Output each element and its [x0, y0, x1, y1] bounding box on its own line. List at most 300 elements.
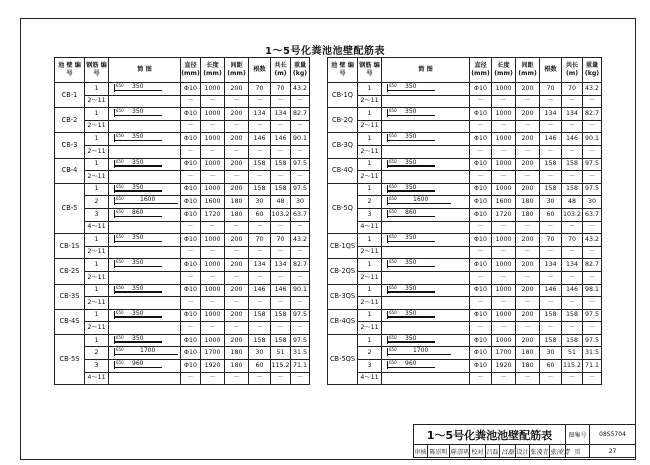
count-cell: － [249, 297, 271, 310]
count-cell: － [540, 145, 562, 158]
diameter-cell: － [181, 322, 201, 335]
title-block [413, 424, 636, 458]
diagram-cell [382, 322, 470, 335]
table-row [55, 334, 310, 347]
total-length-cell: － [271, 145, 291, 158]
bar-number-cell: 2～11 [358, 171, 382, 184]
diagram-cell [382, 108, 470, 121]
wall-id-cell: CB-3 [55, 133, 85, 158]
header-cell: 钢筋 编号 [85, 58, 109, 83]
diagram-cell [382, 309, 470, 322]
count-cell: － [540, 297, 562, 310]
spacing-cell: 200 [225, 83, 249, 96]
diameter-cell: Φ10 [181, 334, 201, 347]
bar-number-cell: 4～11 [358, 372, 382, 385]
bar-number-cell: 2～11 [85, 145, 109, 158]
header-cell: 直径 (mm) [470, 58, 492, 83]
bar-length-label: 350 [132, 284, 144, 292]
spacing-cell: － [516, 271, 540, 284]
weight-cell: 97.5 [583, 183, 602, 196]
count-cell: － [540, 246, 562, 259]
length-cell: 1000 [201, 83, 225, 96]
table-row [328, 234, 602, 247]
diameter-cell: Φ10 [470, 334, 492, 347]
total-length-cell: － [562, 246, 583, 259]
count-cell: 70 [249, 83, 271, 96]
bar-number-cell: 1 [85, 133, 109, 146]
table-row [55, 284, 310, 297]
wall-id-cell: CB-1S [55, 234, 85, 259]
table-row [55, 108, 310, 121]
total-length-cell: － [271, 297, 291, 310]
spacing-cell: － [516, 221, 540, 234]
weight-cell: 97.5 [583, 334, 602, 347]
table-row [328, 108, 602, 121]
length-cell: － [201, 95, 225, 108]
diameter-cell: Φ10 [470, 133, 492, 146]
rebar-shape-icon [114, 197, 178, 205]
table-row [55, 271, 310, 284]
total-length-cell: 158 [271, 183, 291, 196]
header-cell: 重量 (kg) [291, 58, 310, 83]
count-cell: － [249, 372, 271, 385]
count-cell: 30 [249, 196, 271, 209]
diameter-cell: Φ10 [181, 133, 201, 146]
count-cell: 30 [249, 347, 271, 360]
rebar-shape-icon [114, 134, 162, 142]
hook-length-label: 650 [116, 108, 124, 114]
diameter-cell: Φ10 [181, 183, 201, 196]
bar-number-cell: 1 [358, 108, 382, 121]
table-row [55, 83, 310, 96]
wall-id-cell: CB-5S [55, 334, 85, 384]
diagram-cell [109, 171, 181, 184]
checker-name: 吕磊 [486, 445, 500, 458]
count-cell: 158 [540, 334, 562, 347]
bar-number-cell: 2 [85, 347, 109, 360]
total-length-cell: 115.2 [271, 360, 291, 373]
spacing-cell: 200 [225, 259, 249, 272]
table-row [55, 145, 310, 158]
spacing-cell: － [516, 120, 540, 133]
diameter-cell: Φ10 [181, 158, 201, 171]
bar-number-cell: 2 [85, 196, 109, 209]
table-row [328, 120, 602, 133]
count-cell: － [540, 171, 562, 184]
total-length-cell: 51 [562, 347, 583, 360]
length-cell: 1720 [201, 208, 225, 221]
bar-length-label: 1700 [140, 347, 156, 355]
length-cell: － [492, 120, 516, 133]
bar-length-label: 350 [132, 309, 144, 317]
diameter-cell: Φ10 [470, 360, 492, 373]
hook-length-label: 650 [389, 347, 397, 353]
length-cell: － [492, 171, 516, 184]
rebar-shape-icon [114, 311, 162, 319]
spacing-cell: 200 [225, 133, 249, 146]
bar-number-cell: 1 [85, 284, 109, 297]
total-length-cell: － [562, 322, 583, 335]
spacing-cell: 200 [516, 309, 540, 322]
header-cell: 直径 (mm) [181, 58, 201, 83]
length-cell: － [492, 221, 516, 234]
wall-id-cell: CB-1 [55, 83, 85, 108]
wall-id-cell: CB-2Q [328, 108, 358, 133]
table-row [328, 171, 602, 184]
length-cell: 1000 [201, 108, 225, 121]
diameter-cell: Φ10 [470, 284, 492, 297]
bar-length-label: 350 [132, 259, 144, 267]
bar-length-label: 350 [405, 259, 417, 267]
hook-length-label: 650 [389, 284, 397, 290]
bar-number-cell: 1 [358, 309, 382, 322]
total-length-cell: 48 [562, 196, 583, 209]
count-cell: － [540, 221, 562, 234]
weight-cell: － [291, 95, 310, 108]
bar-number-cell: 2～11 [358, 95, 382, 108]
hook-length-label: 650 [389, 360, 397, 366]
bar-number-cell: 3 [85, 208, 109, 221]
table-row [328, 360, 602, 373]
wall-id-cell: CB-2QS [328, 259, 358, 284]
table-row [328, 208, 602, 221]
diagram-cell [382, 347, 470, 360]
diameter-cell: － [181, 171, 201, 184]
length-cell: 1000 [201, 133, 225, 146]
diagram-cell [382, 271, 470, 284]
total-length-cell: － [271, 221, 291, 234]
length-cell: － [201, 145, 225, 158]
diameter-cell: Φ10 [181, 259, 201, 272]
weight-cell: 97.5 [291, 309, 310, 322]
bar-number-cell: 2～11 [85, 271, 109, 284]
length-cell: － [492, 246, 516, 259]
count-cell: 158 [249, 183, 271, 196]
table-row [55, 360, 310, 373]
length-cell: 1000 [201, 234, 225, 247]
diameter-cell: － [470, 297, 492, 310]
header-cell: 根数 [540, 58, 562, 83]
diameter-cell: － [181, 372, 201, 385]
header-cell: 间距 (mm) [225, 58, 249, 83]
spacing-cell: 200 [516, 259, 540, 272]
weight-cell: 97.5 [291, 183, 310, 196]
spacing-cell: 200 [225, 334, 249, 347]
wall-id-cell: CB-3Q [328, 133, 358, 158]
diagram-cell [382, 234, 470, 247]
diagram-cell [382, 221, 470, 234]
diameter-cell: － [181, 297, 201, 310]
spacing-cell: 180 [516, 360, 540, 373]
table-row [55, 208, 310, 221]
diagram-cell [109, 334, 181, 347]
hook-length-label: 650 [389, 196, 397, 202]
length-cell: 1000 [492, 234, 516, 247]
count-cell: 30 [540, 347, 562, 360]
weight-cell: 71.1 [291, 360, 310, 373]
bar-number-cell: 2～11 [358, 271, 382, 284]
total-length-cell: － [271, 271, 291, 284]
bar-number-cell: 3 [358, 360, 382, 373]
weight-cell: 30 [291, 196, 310, 209]
table-row [328, 158, 602, 171]
weight-cell: 31.5 [291, 347, 310, 360]
header-cell: 共长 (m) [562, 58, 583, 83]
diameter-cell: － [181, 145, 201, 158]
weight-cell: － [291, 171, 310, 184]
count-cell: 134 [249, 259, 271, 272]
weight-cell: 31.5 [583, 347, 602, 360]
bar-number-cell: 1 [85, 158, 109, 171]
diagram-cell [382, 246, 470, 259]
count-cell: 146 [249, 133, 271, 146]
total-length-cell: 134 [562, 108, 583, 121]
bar-number-cell: 1 [358, 183, 382, 196]
header-cell: 长度 (mm) [492, 58, 516, 83]
diameter-cell: Φ10 [181, 83, 201, 96]
hook-length-label: 650 [116, 360, 124, 366]
weight-cell: 82.7 [291, 108, 310, 121]
bar-number-cell: 2～11 [85, 322, 109, 335]
spacing-cell: － [225, 221, 249, 234]
bar-number-cell: 1 [358, 334, 382, 347]
atlas-label: 图集号 [566, 425, 590, 445]
spacing-cell: － [225, 171, 249, 184]
diagram-cell [109, 83, 181, 96]
total-length-cell: － [271, 372, 291, 385]
bar-length-label: 350 [405, 133, 417, 141]
weight-cell: 43.2 [291, 234, 310, 247]
table-row [328, 183, 602, 196]
length-cell: － [492, 322, 516, 335]
spacing-cell: 200 [516, 334, 540, 347]
bar-number-cell: 1 [358, 259, 382, 272]
bar-length-label: 350 [405, 83, 417, 90]
hook-length-label: 650 [389, 334, 397, 340]
diagram-cell [109, 284, 181, 297]
wall-id-cell: CB-2 [55, 108, 85, 133]
weight-cell: － [583, 221, 602, 234]
weight-cell: － [291, 221, 310, 234]
table-row [328, 83, 602, 96]
total-length-cell: 70 [562, 234, 583, 247]
length-cell: 1000 [492, 259, 516, 272]
count-cell: 158 [249, 309, 271, 322]
diagram-cell [109, 183, 181, 196]
hook-length-label: 650 [116, 208, 124, 214]
design-label: 设计 [516, 445, 530, 458]
spacing-cell: － [225, 95, 249, 108]
count-cell: － [249, 271, 271, 284]
total-length-cell: 158 [271, 158, 291, 171]
bar-number-cell: 3 [358, 208, 382, 221]
wall-id-cell: CB-1Q [328, 83, 358, 108]
bar-length-label: 350 [405, 334, 417, 342]
length-cell: － [201, 246, 225, 259]
bar-length-label: 350 [405, 284, 417, 292]
atlas-number: 08S5704 [590, 425, 636, 445]
total-length-cell: － [562, 297, 583, 310]
bar-length-label: 350 [405, 158, 417, 166]
table-row [328, 372, 602, 385]
count-cell: 146 [540, 284, 562, 297]
weight-cell: － [583, 322, 602, 335]
length-cell: － [201, 271, 225, 284]
total-length-cell: － [562, 95, 583, 108]
length-cell: 1920 [492, 360, 516, 373]
diagram-cell [109, 108, 181, 121]
hook-length-label: 650 [389, 309, 397, 315]
length-cell: 1000 [201, 334, 225, 347]
spacing-cell: 180 [516, 347, 540, 360]
designer-name: 张凌青 [530, 445, 550, 458]
hook-length-label: 650 [389, 108, 397, 114]
count-cell: 70 [249, 234, 271, 247]
bar-number-cell: 2～11 [85, 95, 109, 108]
length-cell: － [201, 372, 225, 385]
spacing-cell: 180 [516, 208, 540, 221]
total-length-cell: 146 [562, 133, 583, 146]
spacing-cell: － [516, 246, 540, 259]
length-cell: 1720 [492, 208, 516, 221]
bar-number-cell: 1 [85, 108, 109, 121]
diagram-cell [382, 334, 470, 347]
spacing-cell: － [516, 297, 540, 310]
count-cell: － [540, 372, 562, 385]
length-cell: 1000 [492, 334, 516, 347]
total-length-cell: 146 [562, 284, 583, 297]
total-length-cell: 134 [562, 259, 583, 272]
rebar-shape-icon [114, 210, 162, 218]
spacing-cell: － [516, 322, 540, 335]
total-length-cell: － [562, 372, 583, 385]
diameter-cell: － [470, 120, 492, 133]
length-cell: 1000 [492, 133, 516, 146]
bar-length-label: 350 [132, 108, 144, 116]
bar-length-label: 960 [132, 360, 144, 368]
count-cell: 158 [249, 334, 271, 347]
bar-number-cell: 2～11 [85, 297, 109, 310]
bar-length-label: 350 [132, 183, 144, 191]
weight-cell: － [291, 246, 310, 259]
count-cell: 134 [540, 259, 562, 272]
bar-length-label: 350 [132, 334, 144, 342]
count-cell: － [249, 322, 271, 335]
weight-cell: － [583, 372, 602, 385]
weight-cell: － [291, 372, 310, 385]
spacing-cell: － [225, 145, 249, 158]
length-cell: － [492, 297, 516, 310]
weight-cell: 43.2 [291, 83, 310, 96]
bar-number-cell: 1 [358, 284, 382, 297]
bar-number-cell: 1 [358, 83, 382, 96]
checker-signature: 吕磊 [500, 445, 516, 458]
bar-number-cell: 1 [85, 259, 109, 272]
drawing-title: 1～5号化粪池池壁配筋表 [414, 425, 566, 445]
total-length-cell: 146 [271, 133, 291, 146]
rebar-shape-icon [387, 84, 435, 92]
diagram-cell [109, 347, 181, 360]
spacing-cell: 180 [225, 208, 249, 221]
length-cell: 1000 [492, 183, 516, 196]
rebar-shape-icon [387, 210, 435, 218]
spacing-cell: 200 [225, 234, 249, 247]
left-rebar-table [54, 57, 310, 385]
hook-length-label: 650 [389, 208, 397, 214]
right-rebar-table [327, 57, 602, 385]
weight-cell: － [583, 271, 602, 284]
diameter-cell: Φ10 [470, 309, 492, 322]
total-length-cell: － [562, 171, 583, 184]
wall-id-cell: CB-3S [55, 284, 85, 309]
length-cell: 1920 [201, 360, 225, 373]
rebar-shape-icon [114, 109, 162, 117]
header-cell: 共长 (m) [271, 58, 291, 83]
count-cell: － [540, 120, 562, 133]
rebar-shape-icon [114, 336, 162, 344]
diagram-cell [109, 372, 181, 385]
total-length-cell: 103.2 [271, 208, 291, 221]
table-row [55, 309, 310, 322]
total-length-cell: 70 [271, 83, 291, 96]
header-cell: 间距 (mm) [516, 58, 540, 83]
diameter-cell: Φ10 [470, 108, 492, 121]
spacing-cell: － [225, 120, 249, 133]
diagram-cell [382, 120, 470, 133]
review-label: 审核 [414, 445, 428, 458]
weight-cell: 97.5 [291, 334, 310, 347]
diagram-cell [109, 360, 181, 373]
total-length-cell: － [562, 145, 583, 158]
hook-length-label: 650 [389, 158, 397, 164]
hook-length-label: 650 [116, 183, 124, 189]
diagram-cell [109, 196, 181, 209]
hook-length-label: 650 [116, 158, 124, 164]
diagram-cell [382, 83, 470, 96]
rebar-shape-icon [114, 84, 162, 92]
diameter-cell: － [470, 95, 492, 108]
count-cell: － [249, 95, 271, 108]
diameter-cell: Φ10 [470, 347, 492, 360]
bar-number-cell: 1 [85, 183, 109, 196]
designer-signature: 张凌青 [550, 445, 566, 458]
diameter-cell: － [181, 95, 201, 108]
table-row [328, 133, 602, 146]
length-cell: － [492, 372, 516, 385]
diameter-cell: － [470, 171, 492, 184]
total-length-cell: － [562, 221, 583, 234]
total-length-cell: 70 [271, 234, 291, 247]
bar-number-cell: 1 [85, 334, 109, 347]
total-length-cell: 70 [562, 83, 583, 96]
wall-id-cell: CB-5QS [328, 334, 358, 384]
bar-number-cell: 2～11 [358, 120, 382, 133]
total-length-cell: 51 [271, 347, 291, 360]
bar-number-cell: 4～11 [358, 221, 382, 234]
length-cell: － [201, 120, 225, 133]
diagram-cell [109, 322, 181, 335]
diameter-cell: Φ10 [181, 309, 201, 322]
diameter-cell: Φ10 [181, 234, 201, 247]
diagram-cell [382, 360, 470, 373]
bar-length-label: 350 [132, 158, 144, 166]
bar-length-label: 1600 [413, 196, 429, 204]
bar-number-cell: 1 [85, 83, 109, 96]
count-cell: － [249, 120, 271, 133]
diameter-cell: － [470, 221, 492, 234]
length-cell: － [201, 322, 225, 335]
count-cell: － [249, 171, 271, 184]
